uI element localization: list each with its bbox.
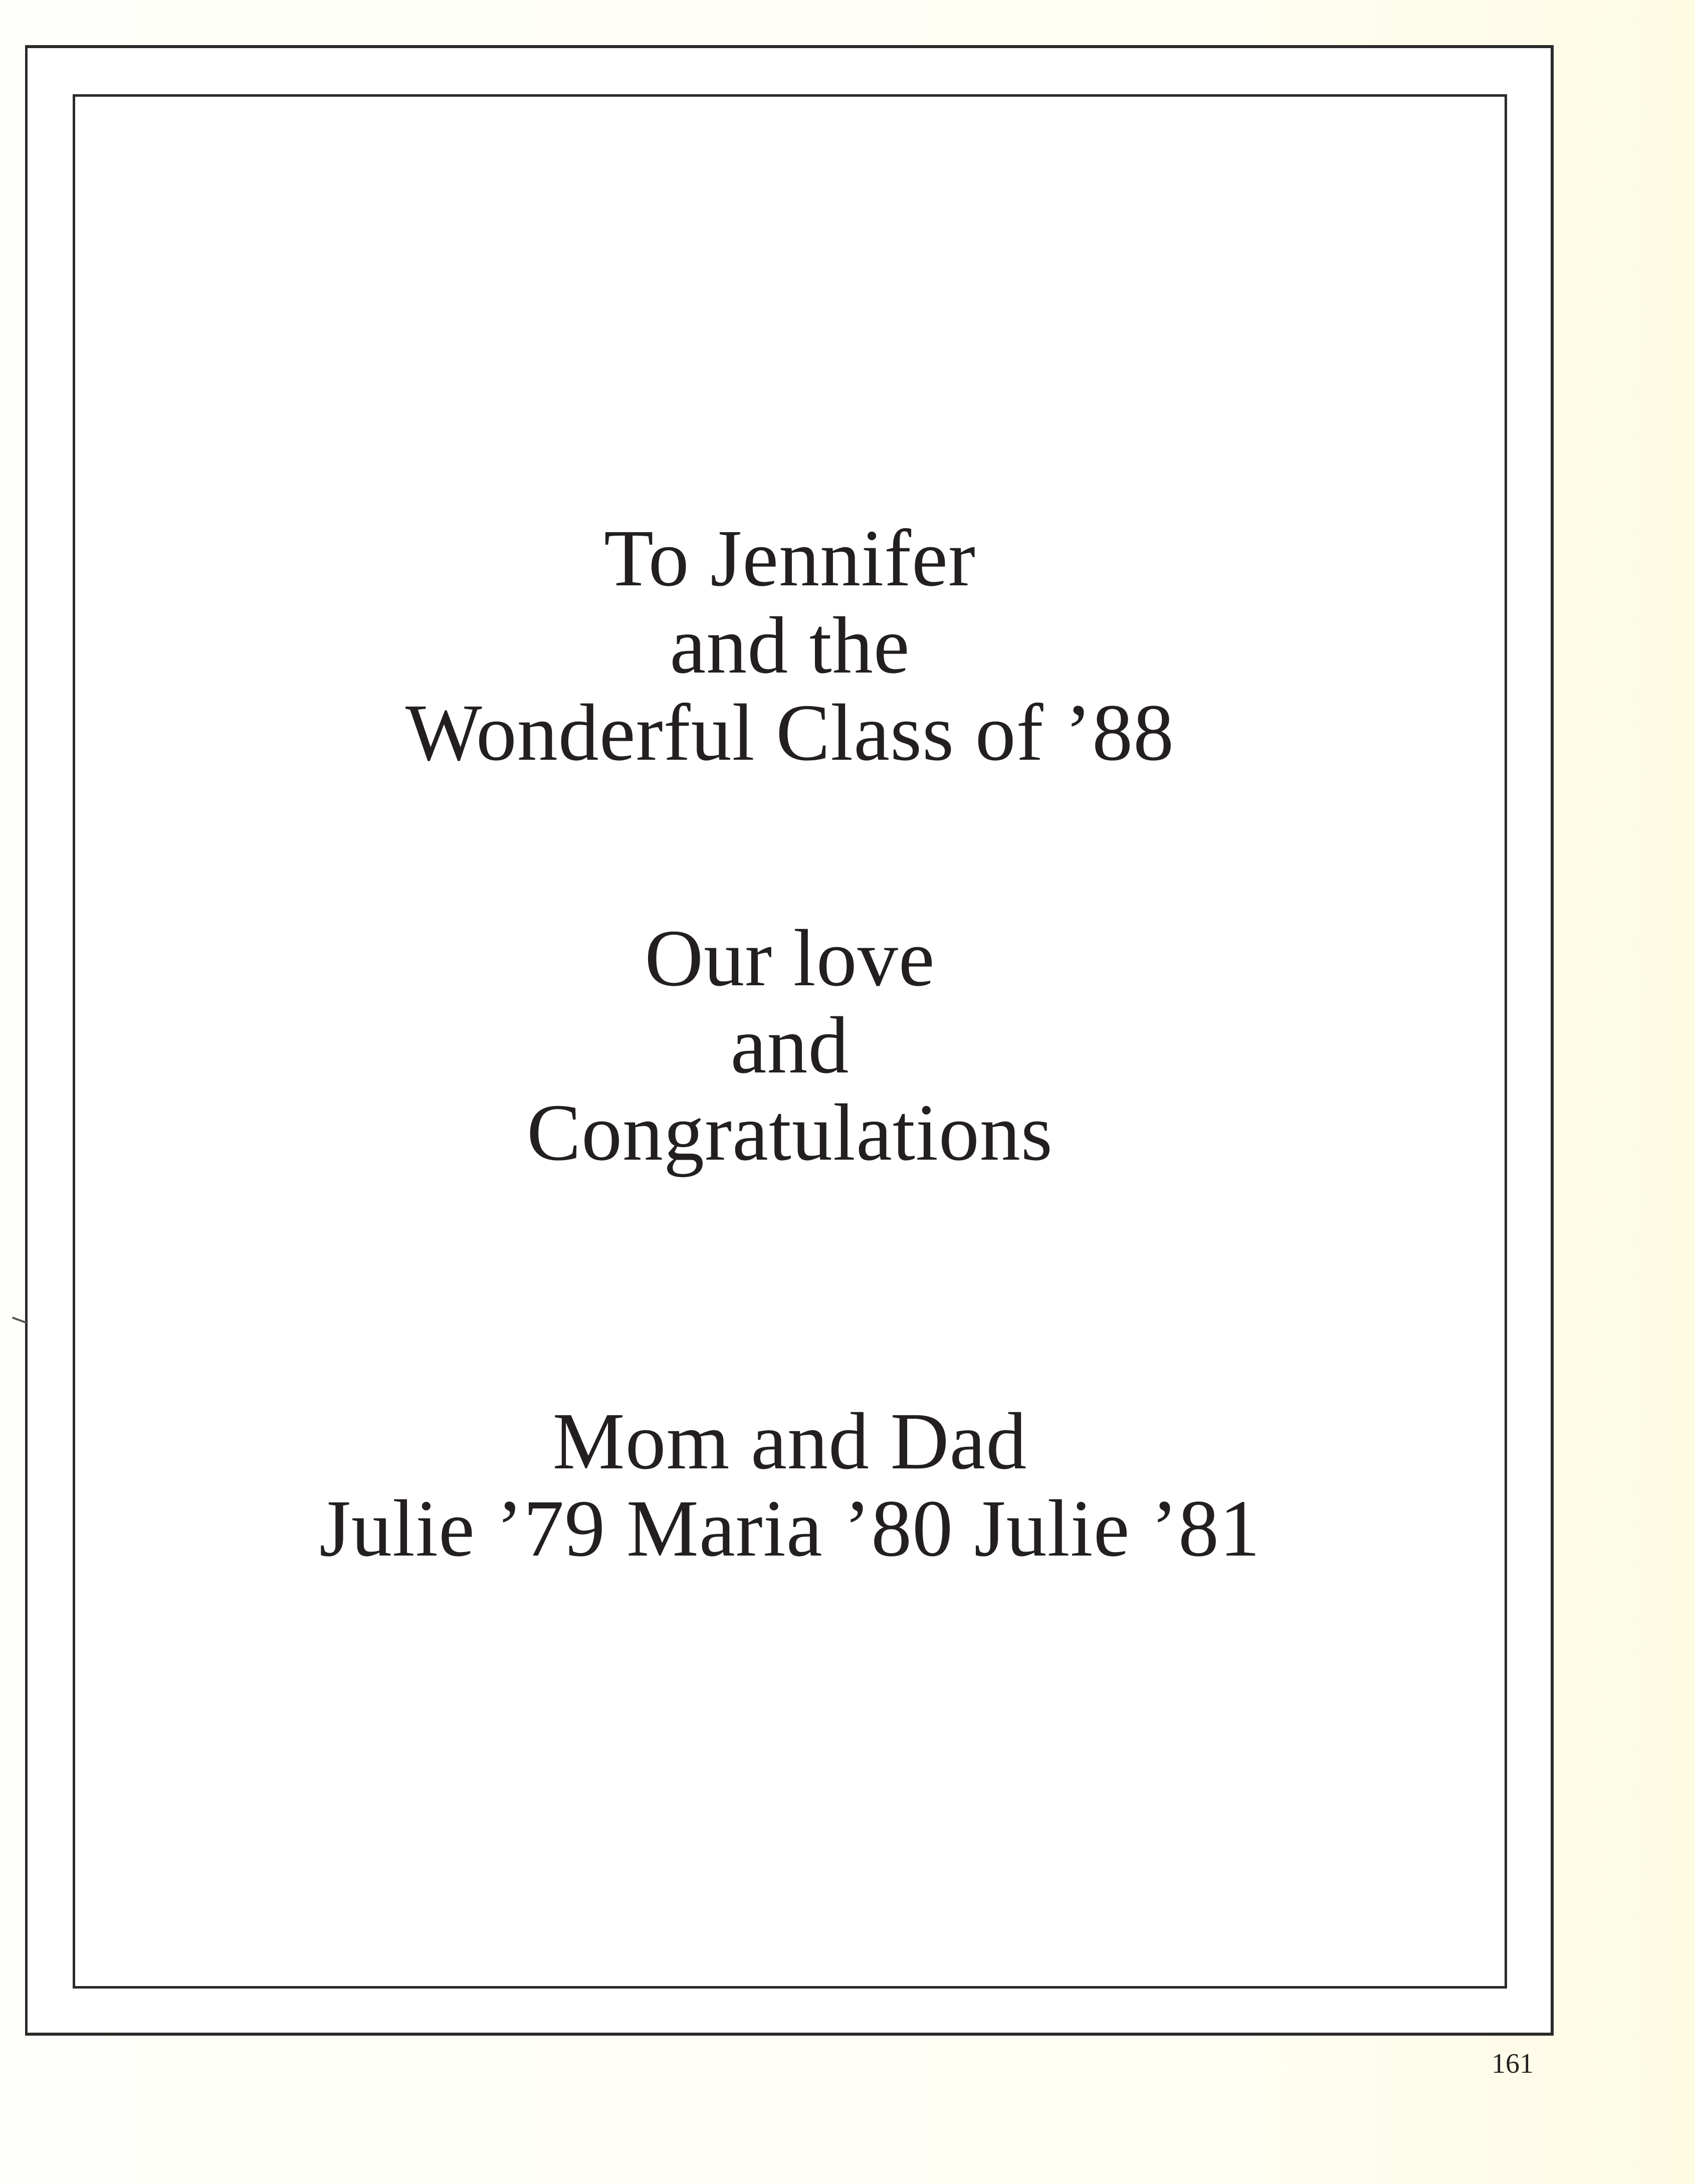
signature-line-1: Mom and Dad xyxy=(552,1397,1027,1486)
message-block xyxy=(73,915,1507,1177)
signature-line-2: Julie ’79 Maria ’80 Julie ’81 xyxy=(319,1484,1261,1574)
message-line-1: Our love xyxy=(645,914,935,1003)
dedication-block xyxy=(73,515,1507,777)
message-line-3: Congratulations xyxy=(527,1088,1053,1178)
message-line-2: and xyxy=(730,1001,850,1090)
page-number: 161 xyxy=(1492,2048,1534,2079)
dedication-line-2: and the xyxy=(670,601,910,691)
signature-block xyxy=(73,1398,1507,1573)
dedication-line-1: To Jennifer xyxy=(604,514,976,603)
dedication-line-3: Wonderful Class of ’88 xyxy=(405,688,1175,778)
